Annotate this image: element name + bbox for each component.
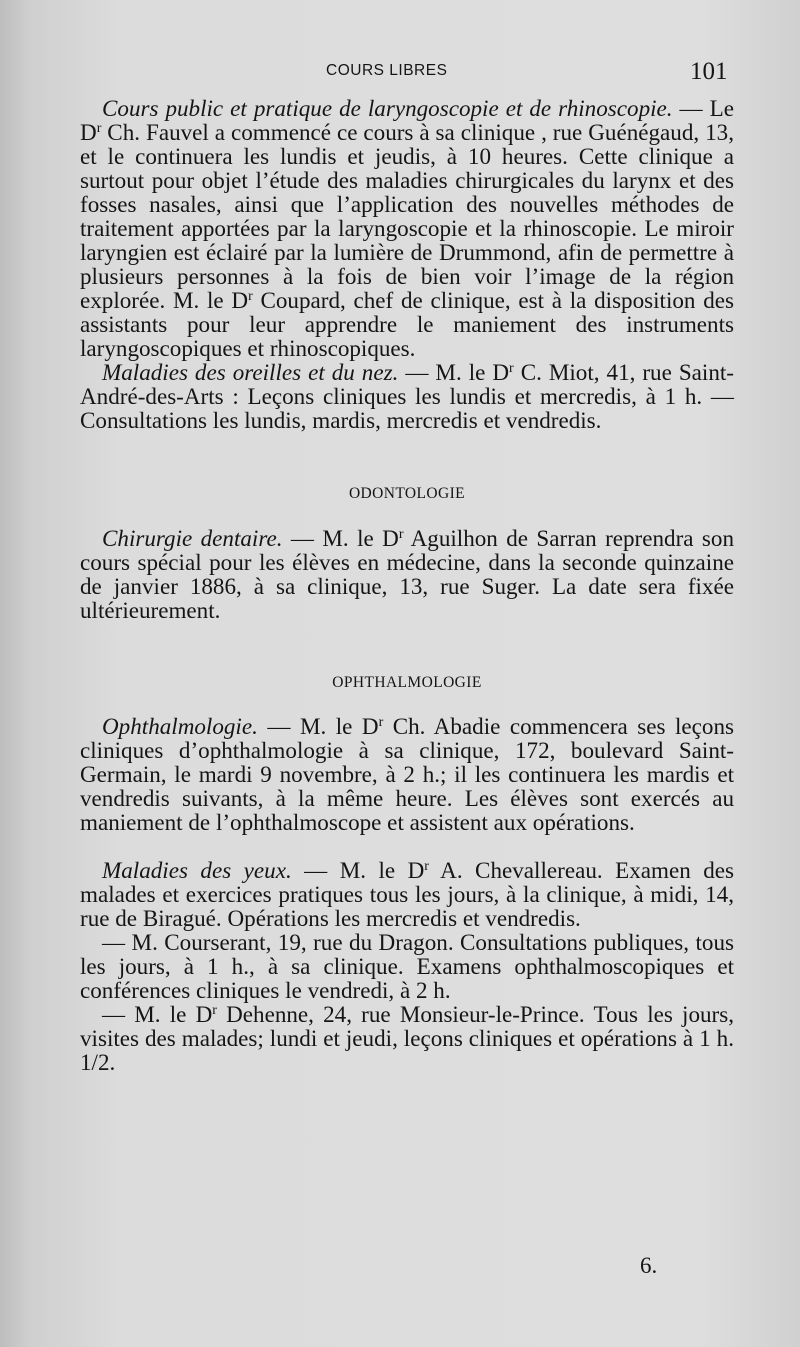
superscript: r [378, 715, 384, 730]
superscript: r [424, 859, 429, 874]
page-header [0, 58, 800, 88]
running-title: COURS LIBRES [326, 62, 448, 79]
paragraph-text: — M. le D [102, 1001, 213, 1027]
paragraph-title: Chirurgie dentaire. [102, 525, 283, 551]
paragraph-text: Aguilhon de Sarran reprendra son cours spécial pour les élèves en médecine, dans la seconde quinzaine de janvier 1886, à sa clinique, 13, rue Suger. La date sera fixée ultérieurement. [80, 525, 734, 623]
superscript: r [248, 289, 253, 304]
paragraph-courserant: — M. Courserant, 19, rue du Dragon. Consultations publiques, tous les jours, à 1 h., à sa clinique. Examens ophthalmoscopiques et conférences cliniques le vendredi, à 2 h. [80, 929, 734, 1003]
paragraph-text: A. Chevallereau. Examen des malades et exercices pratiques tous les jours, à la clinique, à midi, 14, rue de Biragué. Opérations les mercredis et vendredis. [80, 857, 735, 931]
page-number: 101 [690, 58, 728, 85]
paragraph-title: Ophthalmologie. [102, 713, 258, 739]
paragraph-title: Maladies des yeux. [102, 857, 292, 883]
paragraph-title: Cours public et pratique de laryngoscopie et de rhinoscopie. [102, 95, 673, 121]
paragraph-text: C. Miot, 41, rue Saint-André-des-Arts : Leçons cliniques les lundis et mercredis, à 1 h. — Consultations les lundis, mardis, mercredis et vendredis. [80, 359, 734, 433]
superscript: r [212, 1003, 217, 1018]
paragraph-chirurgie-dentaire [80, 526, 734, 622]
paragraph-text: — M. le D [282, 525, 399, 551]
paragraph-text: Dehenne, 24, rue Monsieur-le-Prince. Tous les jours, visites des malades; lundi et jeudi, leçons cliniques et opérations à 1 h. 1/2. [80, 1001, 734, 1075]
paragraph-text: — M. le D [257, 713, 379, 739]
section-heading-odontologie: ODONTOLOGIE [348, 485, 466, 502]
paragraph-text: Coupard, chef de clinique, est à la disposition des assistants pour leur apprendre le maniement des instruments laryngoscopiques et rhinoscopiques. [80, 287, 734, 361]
superscript: r [398, 527, 404, 542]
paragraph-text: — Le D [80, 95, 734, 145]
page-body [80, 96, 734, 1074]
paragraph-text: Ch. Fauvel a commencé ce cours à sa clinique , rue Guénégaud, 13, et le continuera les lundis et jeudis, à 10 heures. Cette clinique a surtout pour objet l’étude des maladies chirurgicales du larynx et des fosses nasales, ainsi que l’application des nouvelles méthodes de traitement apportées par la laryngoscopie et la rhinoscopie. Le miroir laryngien est éclairé par la lumière de Drummond, afin de permettre à plusieurs personnes à la fois de bien voir l’image de la région explorée. M. le D [80, 119, 734, 313]
paragraph-maladies-yeux [80, 858, 734, 930]
paragraph-oreilles-nez [80, 360, 734, 432]
paragraph-text: Ch. Abadie commencera ses leçons cliniques d’ophthalmologie à sa clinique, 172, boulevard Saint-Germain, le mardi 9 novembre, à 2 h.; il les continuera les mardis et vendredis suivants, à la même heure. Les élèves sont exercés au maniement de l’ophthalmoscope et assistent aux opérations. [80, 713, 735, 835]
paragraph-text: — M. le D [398, 359, 510, 385]
signature-mark: 6. [640, 1253, 658, 1278]
paragraph-ophthalmologie [80, 714, 734, 834]
paragraph-text: — M. le D [291, 857, 425, 883]
section-heading-ophthalmologie: OPHTHALMOLOGIE [332, 674, 482, 691]
paragraph-laryngoscopie [80, 96, 734, 360]
superscript: r [96, 121, 102, 136]
paragraph-title: Maladies des oreilles et du nez. [102, 359, 399, 385]
superscript: r [509, 361, 514, 376]
paragraph-dehenne [80, 1002, 734, 1074]
